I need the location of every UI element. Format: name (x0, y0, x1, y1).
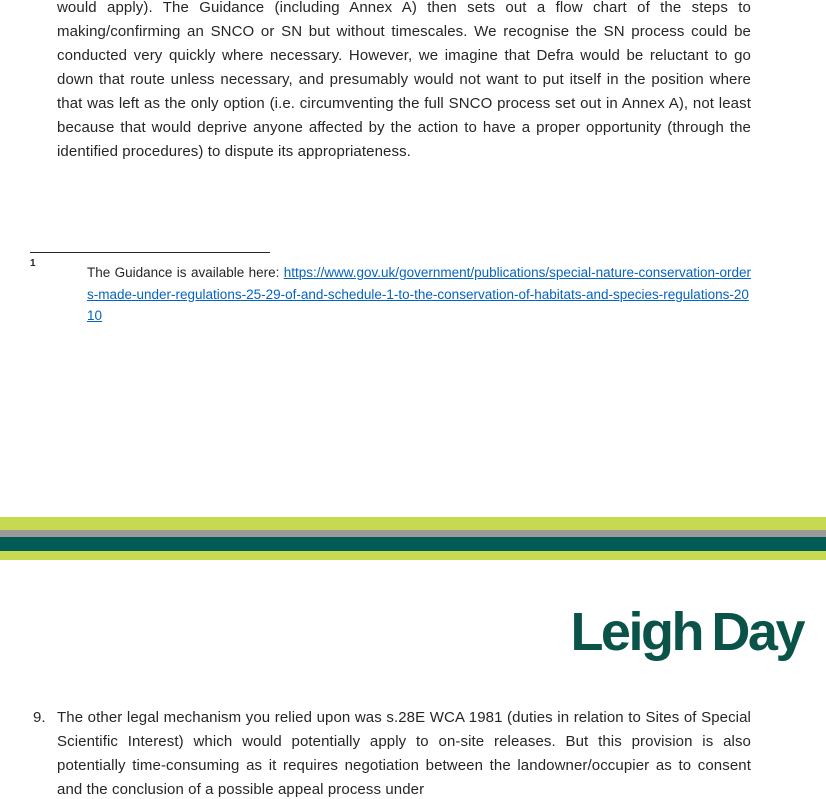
footnote-text (87, 262, 751, 327)
footnote-marker: 1 (30, 258, 36, 269)
body-paragraph: would apply). The Guidance (including Annex A) then sets out a flow chart of the steps to making/confirming an SNCO or SN but without timescales. We recognise the SN process could be conducted very quickly where necessary. However, we imagine that Defra would be reluctant to go down that route unless necessary, and presumably would not want to put itself in the position where that was left as the only option (i.e. circumventing the full SNCO process set out in Annex A), not least because that would deprive anyone affected by the action to have a proper opportunity (through the identified procedures) to dispute its appropriateness. (57, 0, 751, 160)
leigh-day-logo: Leigh Day (570, 602, 803, 662)
divider-stripe-gray (0, 530, 826, 537)
footnote-separator-rule (30, 252, 270, 253)
footnote-prefix: The Guidance is available here: (87, 265, 284, 280)
footnote-link[interactable]: https://www.gov.uk/government/publications/special-nature-conservation-orders-made-under-regulations-25-29-of-and-schedule-1-to-the-conservation-of-habitats-and-species-regulations-2010 (87, 265, 751, 323)
divider-stripe-teal (0, 537, 826, 551)
paragraph-number: 9. (33, 709, 46, 726)
divider-stripe-lime-top (0, 517, 826, 530)
divider-stripe-lime-bottom (0, 551, 826, 560)
numbered-paragraph-text: The other legal mechanism you relied upon was s.28E WCA 1981 (duties in relation to Sites of Special Scientific Interest) which would potentially apply to on-site releases. But this provision is also potentially time-consuming as it requires negotiation between the landowner/occupier as to consent and the conclusion of a possible appeal process under (57, 709, 751, 798)
